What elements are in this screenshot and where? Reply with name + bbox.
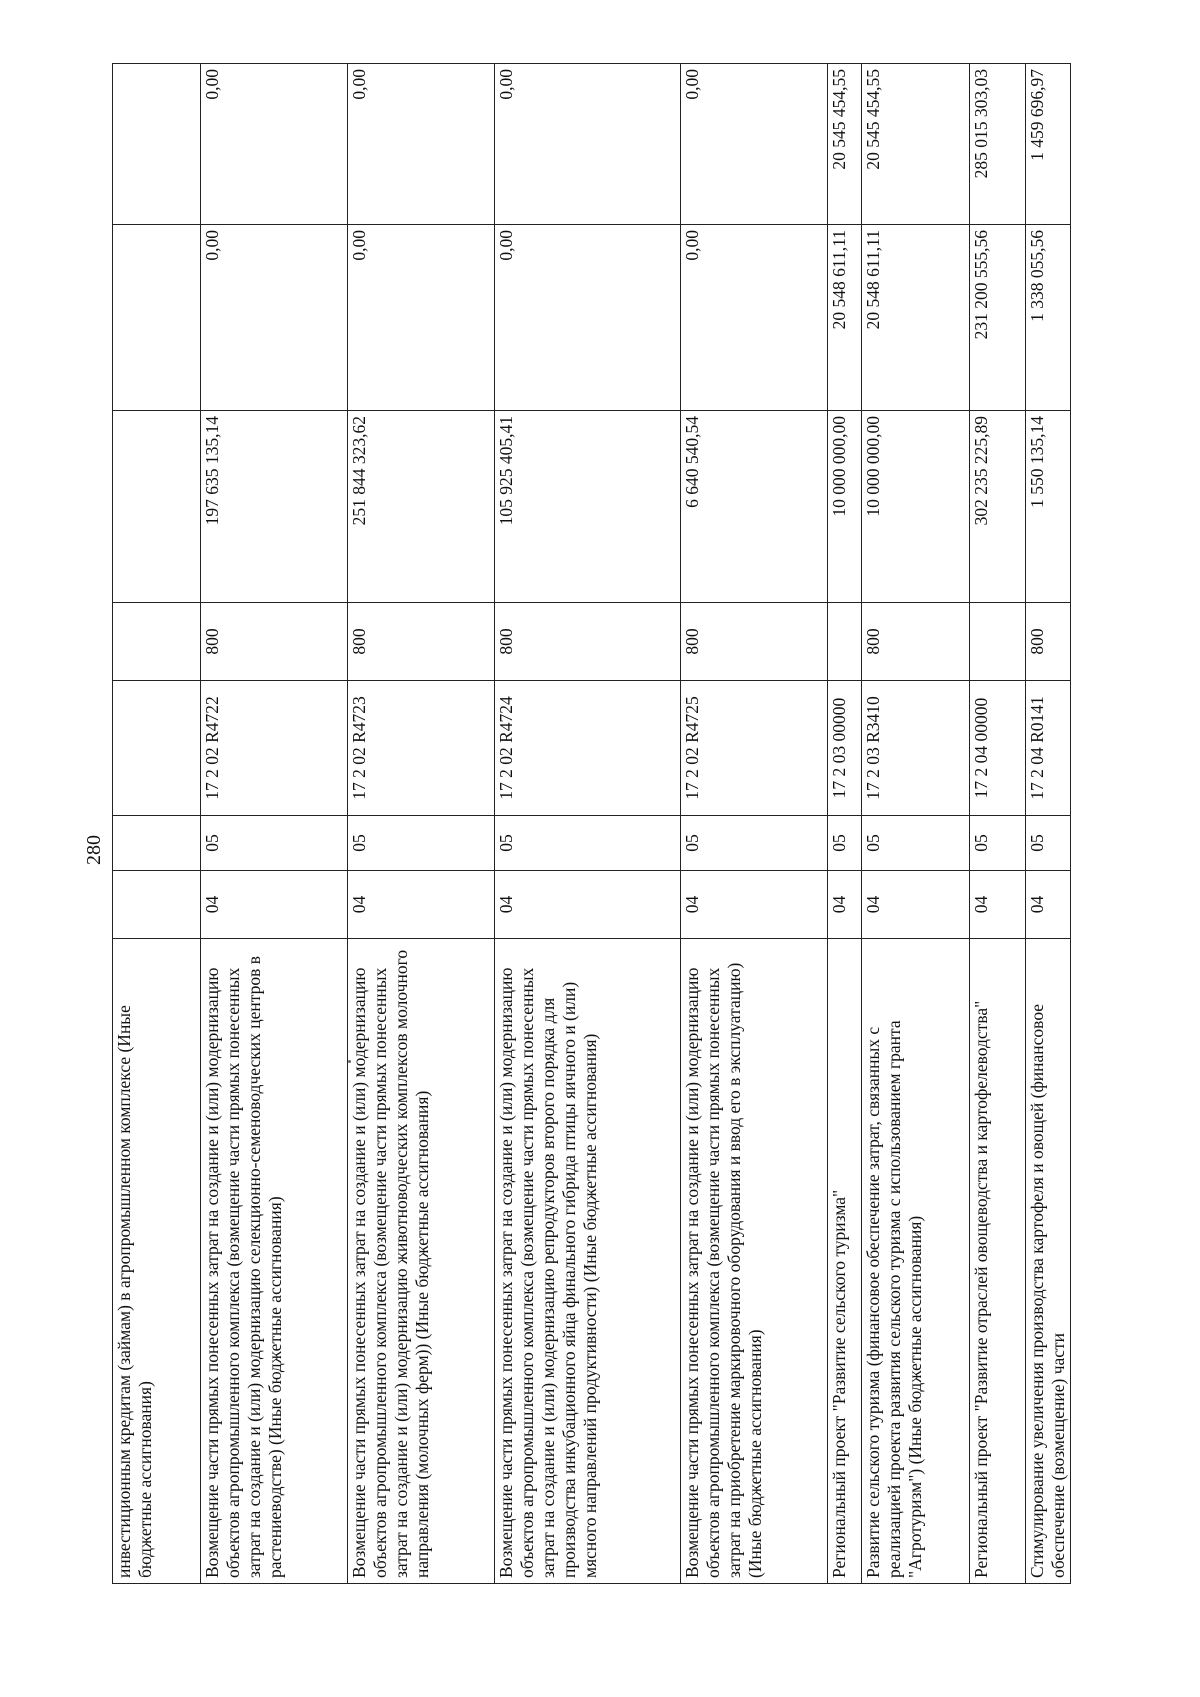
amount-year3-cell xyxy=(113,64,201,225)
target-article-cell: 17 2 02 R4722 xyxy=(201,681,348,816)
section-code-cell: 04 xyxy=(970,871,1026,939)
expense-type-cell: 800 xyxy=(201,603,348,681)
amount-year2-cell: 0,00 xyxy=(681,225,828,411)
subsection-code-cell: 05 xyxy=(862,816,970,871)
table-row xyxy=(1026,64,1071,1584)
table-row xyxy=(201,64,348,1584)
target-article-cell: 17 2 04 R0141 xyxy=(1026,681,1071,816)
page-number: 280 xyxy=(82,835,105,865)
section-code-cell: 04 xyxy=(1026,871,1071,939)
target-article-cell: 17 2 02 R4724 xyxy=(495,681,681,816)
table-row xyxy=(113,64,201,1584)
section-code-cell: 04 xyxy=(495,871,681,939)
row-name-cell: Региональный проект "Развитие сельского туризма" xyxy=(828,939,862,1584)
row-name-cell: Региональный проект "Развитие отраслей овощеводства и картофелеводства" xyxy=(970,939,1026,1584)
amount-year3-cell: 20 545 454,55 xyxy=(828,64,862,225)
target-article-cell: 17 2 02 R4725 xyxy=(681,681,828,816)
target-article-cell: 17 2 02 R4723 xyxy=(348,681,495,816)
amount-year2-cell: 0,00 xyxy=(495,225,681,411)
budget-table-body xyxy=(113,64,1071,1584)
subsection-code-cell: 05 xyxy=(1026,816,1071,871)
rotated-table-container xyxy=(112,64,1069,1584)
amount-year2-cell: 0,00 xyxy=(201,225,348,411)
amount-year3-cell: 285 015 303,03 xyxy=(970,64,1026,225)
budget-table xyxy=(112,63,1071,1584)
row-name-cell: Стимулирование увеличения производства картофеля и овощей (финансовое обеспечение (возмещение) части xyxy=(1026,939,1071,1584)
target-article-cell: 17 2 03 R3410 xyxy=(862,681,970,816)
amount-year3-cell: 1 459 696,97 xyxy=(1026,64,1071,225)
amount-year1-cell xyxy=(113,411,201,603)
expense-type-cell: 800 xyxy=(862,603,970,681)
expense-type-cell: 800 xyxy=(1026,603,1071,681)
section-code-cell: 04 xyxy=(862,871,970,939)
row-name-cell: Возмещение части прямых понесенных затрат на создание и (или) модернизацию объектов агропромышленного комплекса (возмещение части прямых понесенных затрат на создание и (или) модернизацию селекционно-семеноводческих центров в растениеводстве) (Иные бюджетные ассигнования) xyxy=(201,939,348,1584)
subsection-code-cell: 05 xyxy=(201,816,348,871)
amount-year3-cell: 0,00 xyxy=(495,64,681,225)
table-row xyxy=(348,64,495,1584)
section-code-cell xyxy=(113,871,201,939)
amount-year2-cell xyxy=(113,225,201,411)
table-row xyxy=(970,64,1026,1584)
row-name-cell: Возмещение части прямых понесенных затрат на создание и (или) модернизацию объектов агропромышленного комплекса (возмещение части прямых понесенных затрат на создание и (или) модернизацию животноводческих комплексов молочного направления (молочных ферм)) (Иные бюджетные ассигнования) xyxy=(348,939,495,1584)
amount-year2-cell: 231 200 555,56 xyxy=(970,225,1026,411)
target-article-cell: 17 2 04 00000 xyxy=(970,681,1026,816)
expense-type-cell: 800 xyxy=(495,603,681,681)
expense-type-cell: 800 xyxy=(681,603,828,681)
target-article-cell xyxy=(113,681,201,816)
amount-year3-cell: 20 545 454,55 xyxy=(862,64,970,225)
subsection-code-cell: 05 xyxy=(681,816,828,871)
row-name-cell: Развитие сельского туризма (финансовое обеспечение затрат, связанных с реализацией проекта развития сельского туризма с использованием гранта "Агротуризм") (Иные бюджетные ассигнования) xyxy=(862,939,970,1584)
expense-type-cell xyxy=(113,603,201,681)
amount-year1-cell: 6 640 540,54 xyxy=(681,411,828,603)
subsection-code-cell: 05 xyxy=(828,816,862,871)
section-code-cell: 04 xyxy=(828,871,862,939)
row-name-cell: инвестиционным кредитам (займам) в агропромышленном комплексе (Иные бюджетные ассигнования) xyxy=(113,939,201,1584)
subsection-code-cell: 05 xyxy=(495,816,681,871)
section-code-cell: 04 xyxy=(348,871,495,939)
amount-year1-cell: 302 235 225,89 xyxy=(970,411,1026,603)
amount-year1-cell: 105 925 405,41 xyxy=(495,411,681,603)
table-row xyxy=(828,64,862,1584)
expense-type-cell xyxy=(970,603,1026,681)
amount-year3-cell: 0,00 xyxy=(681,64,828,225)
amount-year1-cell: 197 635 135,14 xyxy=(201,411,348,603)
target-article-cell: 17 2 03 00000 xyxy=(828,681,862,816)
subsection-code-cell: 05 xyxy=(348,816,495,871)
table-row xyxy=(862,64,970,1584)
amount-year1-cell: 10 000 000,00 xyxy=(828,411,862,603)
expense-type-cell xyxy=(828,603,862,681)
row-name-cell: Возмещение части прямых понесенных затрат на создание и (или) модернизацию объектов агропромышленного комплекса (возмещение части прямых понесенных затрат на создание и (или) модернизацию репродукторов второго порядка для производства инкубационного яйца финального гибрида птицы яичного и (или) мясного направлений продуктивности) (Иные бюджетные ассигнования) xyxy=(495,939,681,1584)
amount-year2-cell: 20 548 611,11 xyxy=(862,225,970,411)
amount-year3-cell: 0,00 xyxy=(348,64,495,225)
table-row xyxy=(681,64,828,1584)
amount-year1-cell: 1 550 135,14 xyxy=(1026,411,1071,603)
subsection-code-cell xyxy=(113,816,201,871)
amount-year2-cell: 20 548 611,11 xyxy=(828,225,862,411)
expense-type-cell: 800 xyxy=(348,603,495,681)
row-name-cell: Возмещение части прямых понесенных затрат на создание и (или) модернизацию объектов агропромышленного комплекса (возмещение части прямых понесенных затрат на приобретение маркировочного оборудования и ввод его в эксплуатацию) (Иные бюджетные ассигнования) xyxy=(681,939,828,1584)
section-code-cell: 04 xyxy=(201,871,348,939)
amount-year2-cell: 0,00 xyxy=(348,225,495,411)
amount-year3-cell: 0,00 xyxy=(201,64,348,225)
table-row xyxy=(495,64,681,1584)
amount-year1-cell: 10 000 000,00 xyxy=(862,411,970,603)
amount-year2-cell: 1 338 055,56 xyxy=(1026,225,1071,411)
section-code-cell: 04 xyxy=(681,871,828,939)
amount-year1-cell: 251 844 323,62 xyxy=(348,411,495,603)
subsection-code-cell: 05 xyxy=(970,816,1026,871)
